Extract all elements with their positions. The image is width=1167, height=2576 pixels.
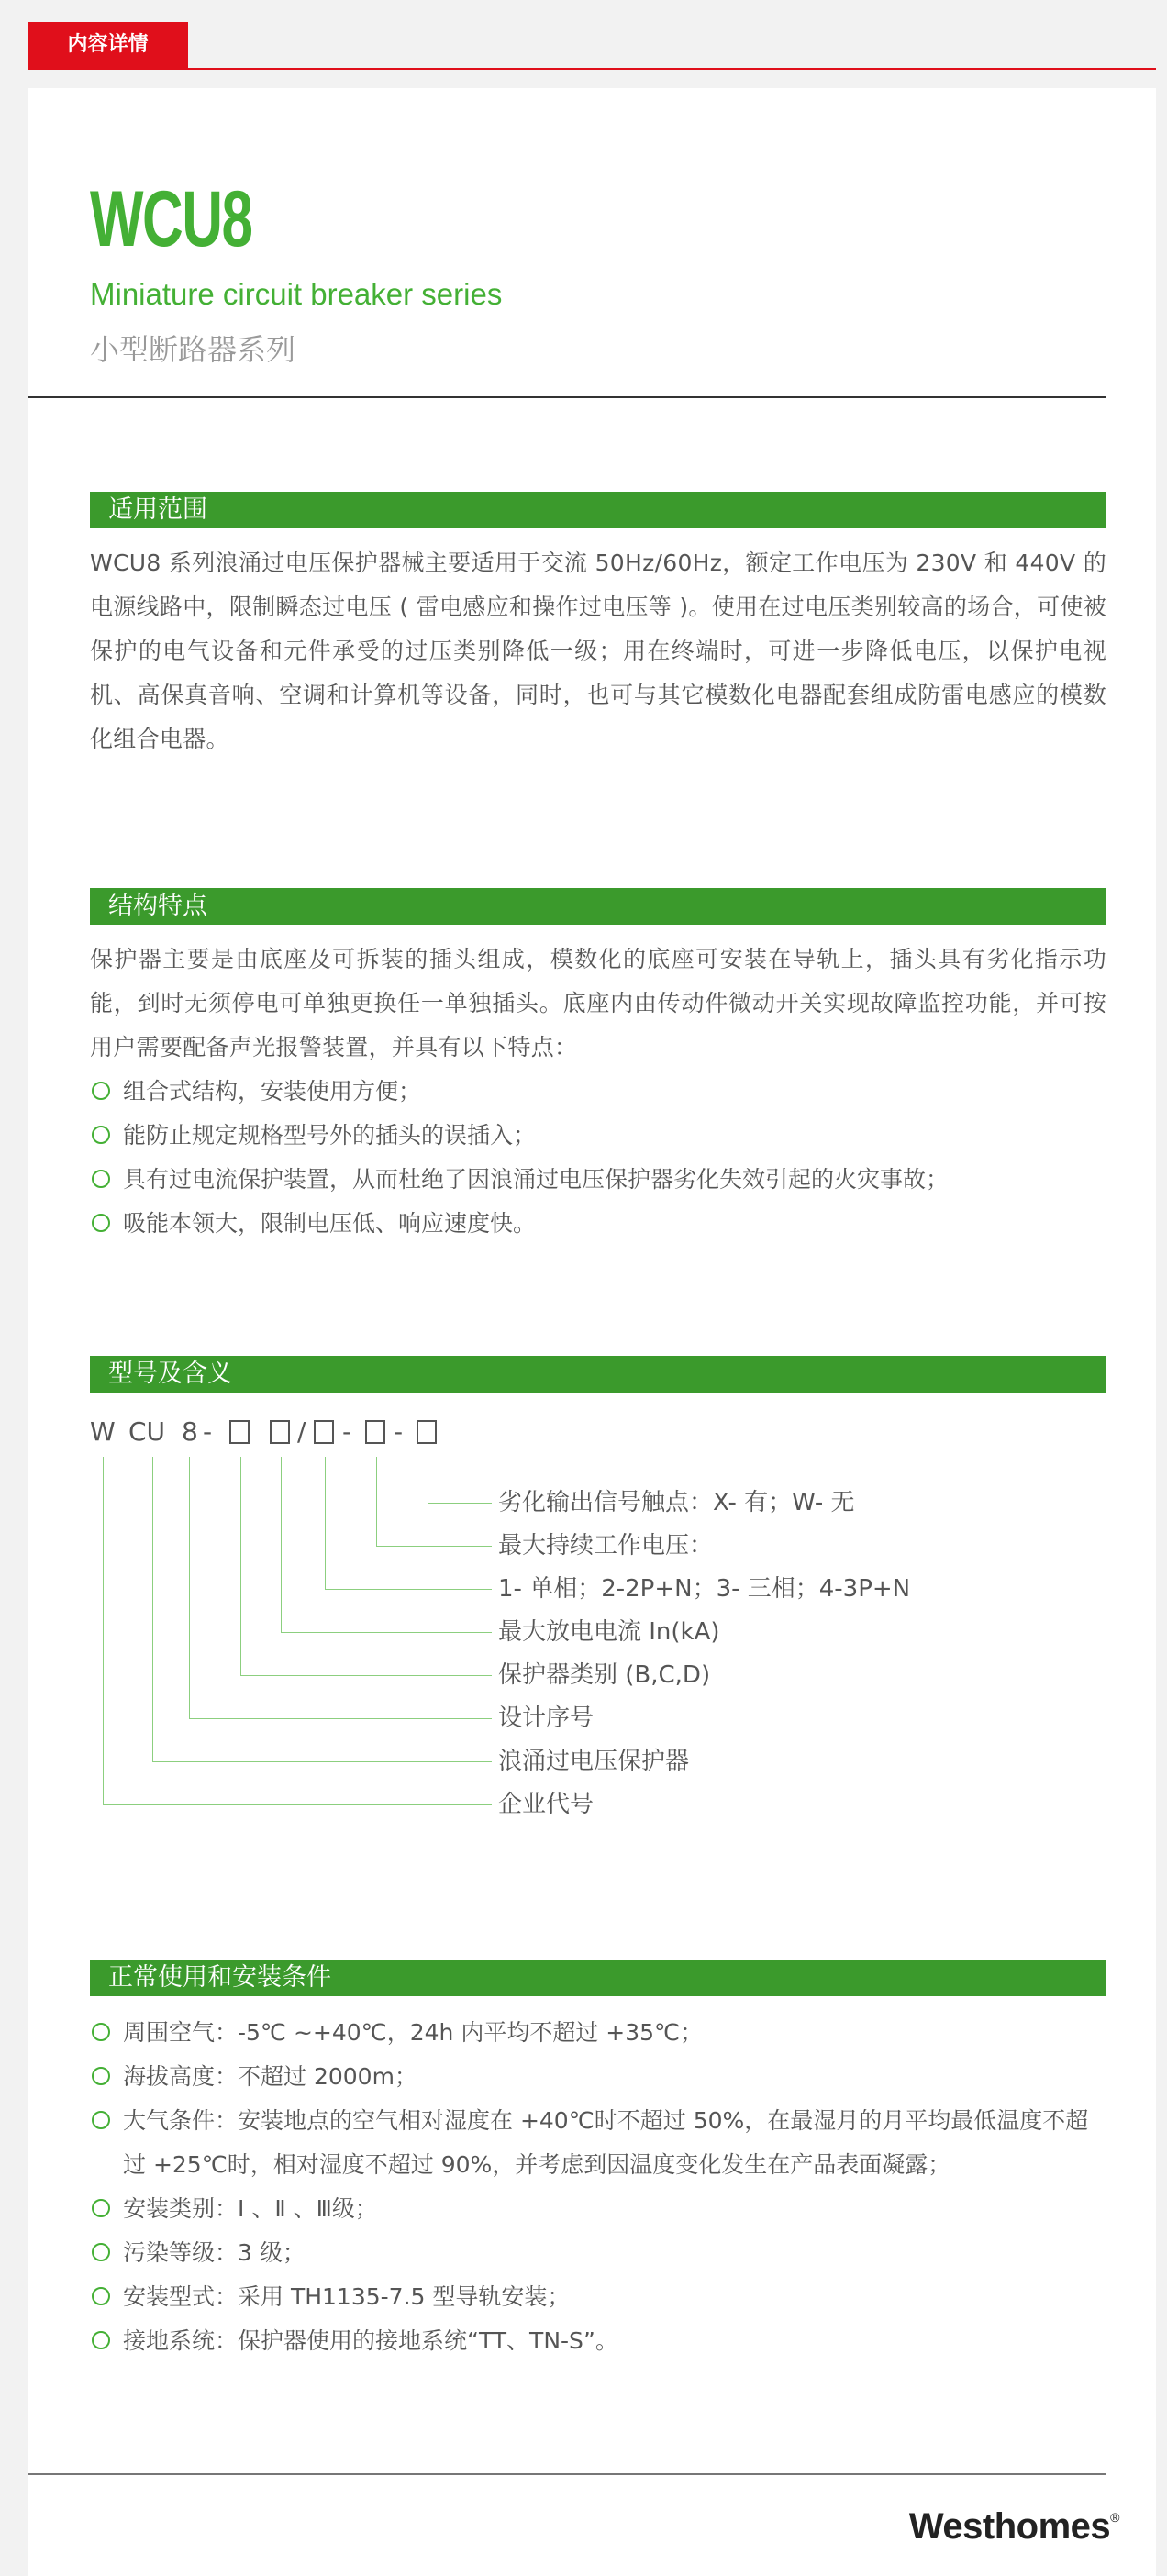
label-category: 保护器类别 (B,C,D): [498, 1661, 711, 1689]
scope-paragraph: WCU8 系列浪涌过电压保护器械主要适用于交流 50Hz/60Hz，额定工作电压为 230V 和 440V 的电源线路中，限制瞬态过电压 ( 雷电感应和操作过电压等 )。使用在过电压类别较高的场合，可使被保护的电气设备和元件承受的过压类别降低一级；用在终端时，可进一步降低电压，以保护电视机、高保真音响、空调和计算机等设备，同时，也可与其它模数化电器配套组成防雷电感应的模数化组合电器。: [90, 550, 1106, 752]
brand-logo: [909, 2506, 1119, 2548]
structure-feature-list: [90, 1070, 1106, 1246]
label-max-voltage: 最大持续工作电压：: [498, 1532, 714, 1560]
connector-line: [103, 1457, 104, 1804]
connector-line: [428, 1503, 492, 1504]
label-surge-protector: 浪涌过电压保护器: [498, 1748, 690, 1775]
connector-line: [189, 1718, 492, 1719]
list-item: 大气条件：安装地点的空气相对湿度在 +40℃时不超过 50%，在最湿月的月平均最低温度不超过 +25℃时，相对湿度不超过 90%，并考虑到因温度变化发生在产品表面凝露；: [90, 2099, 1106, 2187]
model-code-diagram: [90, 1457, 916, 1897]
list-item: 能防止规定规格型号外的插头的误插入；: [90, 1114, 1106, 1158]
bullet-circle-icon: [92, 2199, 110, 2217]
section-heading-model: 型号及含义: [90, 1356, 1106, 1393]
list-item: 接地系统：保护器使用的接地系统“TT、TN-S”。: [90, 2319, 1106, 2363]
title-divider: [28, 396, 1106, 398]
connector-line: [376, 1457, 377, 1546]
content-details-tab[interactable]: 内容详情: [28, 22, 188, 68]
connector-line: [240, 1675, 492, 1676]
connector-line: [325, 1589, 492, 1590]
code-dash: -: [342, 1416, 352, 1447]
code-box-signal: [417, 1420, 437, 1444]
conditions-list: [90, 2011, 1106, 2363]
bullet-circle-icon: [92, 1126, 110, 1144]
code-box-category: [229, 1420, 250, 1444]
code-dash: -: [394, 1416, 404, 1447]
label-max-discharge: 最大放电电流 In(kA): [498, 1618, 720, 1646]
list-item: 具有过电流保护装置，从而杜绝了因浪涌过电压保护器劣化失效引起的火灾事故；: [90, 1158, 1106, 1202]
list-item: 安装类别：Ⅰ 、Ⅱ 、Ⅲ级；: [90, 2187, 1106, 2231]
connector-line: [152, 1761, 492, 1762]
code-8: 8: [182, 1416, 198, 1447]
bullet-circle-icon: [92, 2287, 110, 2305]
product-subtitle-en: Miniature circuit breaker series: [90, 277, 503, 311]
connector-line: [325, 1457, 326, 1589]
list-item: 组合式结构，安装使用方便；: [90, 1070, 1106, 1114]
bullet-circle-icon: [92, 2111, 110, 2129]
list-item: 污染等级：3 级；: [90, 2231, 1106, 2275]
product-title: WCU8: [90, 175, 252, 263]
bullet-circle-icon: [92, 2023, 110, 2041]
connector-line: [189, 1457, 190, 1718]
code-dash: -: [203, 1416, 213, 1447]
code-box-phase: [314, 1420, 334, 1444]
label-phase: 1- 单相；2-2P+N；3- 三相；4-3P+N: [498, 1575, 911, 1603]
bullet-circle-icon: [92, 2067, 110, 2085]
content-tab-bar: [28, 22, 1156, 70]
list-item: 安装型式：采用 TH1135-7.5 型导轨安装；: [90, 2275, 1106, 2319]
list-item: 海拔高度：不超过 2000m；: [90, 2055, 1106, 2099]
connector-line: [103, 1804, 492, 1805]
connector-line: [152, 1457, 153, 1761]
connector-line: [376, 1546, 492, 1547]
label-design-no: 设计序号: [498, 1704, 595, 1732]
list-item: 周围空气：-5℃ ~+40℃，24h 内平均不超过 +35℃；: [90, 2011, 1106, 2055]
section-heading-scope: 适用范围: [90, 492, 1106, 528]
tab-underline: [28, 68, 1156, 70]
code-slash: /: [297, 1416, 306, 1447]
footer-divider: [28, 2473, 1106, 2475]
code-box-current: [270, 1420, 290, 1444]
bullet-circle-icon: [92, 1214, 110, 1232]
structure-paragraph: 保护器主要是由底座及可拆装的插头组成，模数化的底座可安装在导轨上，插头具有劣化指示功能，到时无须停电可单独更换任一单独插头。底座内由传动件微动开关实现故障监控功能，并可按用户需要配备声光报警装置，并具有以下特点：: [90, 946, 1106, 1060]
bullet-circle-icon: [92, 1082, 110, 1100]
bullet-circle-icon: [92, 2243, 110, 2261]
label-signal-contact: 劣化输出信号触点：X- 有；W- 无: [498, 1489, 855, 1516]
bullet-circle-icon: [92, 1170, 110, 1188]
code-w: W: [90, 1416, 116, 1447]
section-heading-structure: 结构特点: [90, 888, 1106, 925]
product-subtitle-cn: 小型断路器系列: [90, 332, 296, 367]
code-box-voltage: [365, 1420, 385, 1444]
list-item: 吸能本领大，限制电压低、响应速度快。: [90, 1202, 1106, 1246]
connector-line: [240, 1457, 241, 1675]
connector-line: [281, 1457, 282, 1632]
bullet-circle-icon: [92, 2331, 110, 2349]
code-cu: CU: [128, 1416, 166, 1447]
section-heading-conditions: 正常使用和安装条件: [90, 1960, 1106, 1996]
content-card: [28, 88, 1156, 2576]
registered-mark: ®: [1110, 2510, 1119, 2525]
connector-line: [281, 1632, 492, 1633]
model-code: [90, 1414, 549, 1450]
label-company-code: 企业代号: [498, 1791, 595, 1818]
brand-name: Westhomes: [908, 2506, 1111, 2547]
